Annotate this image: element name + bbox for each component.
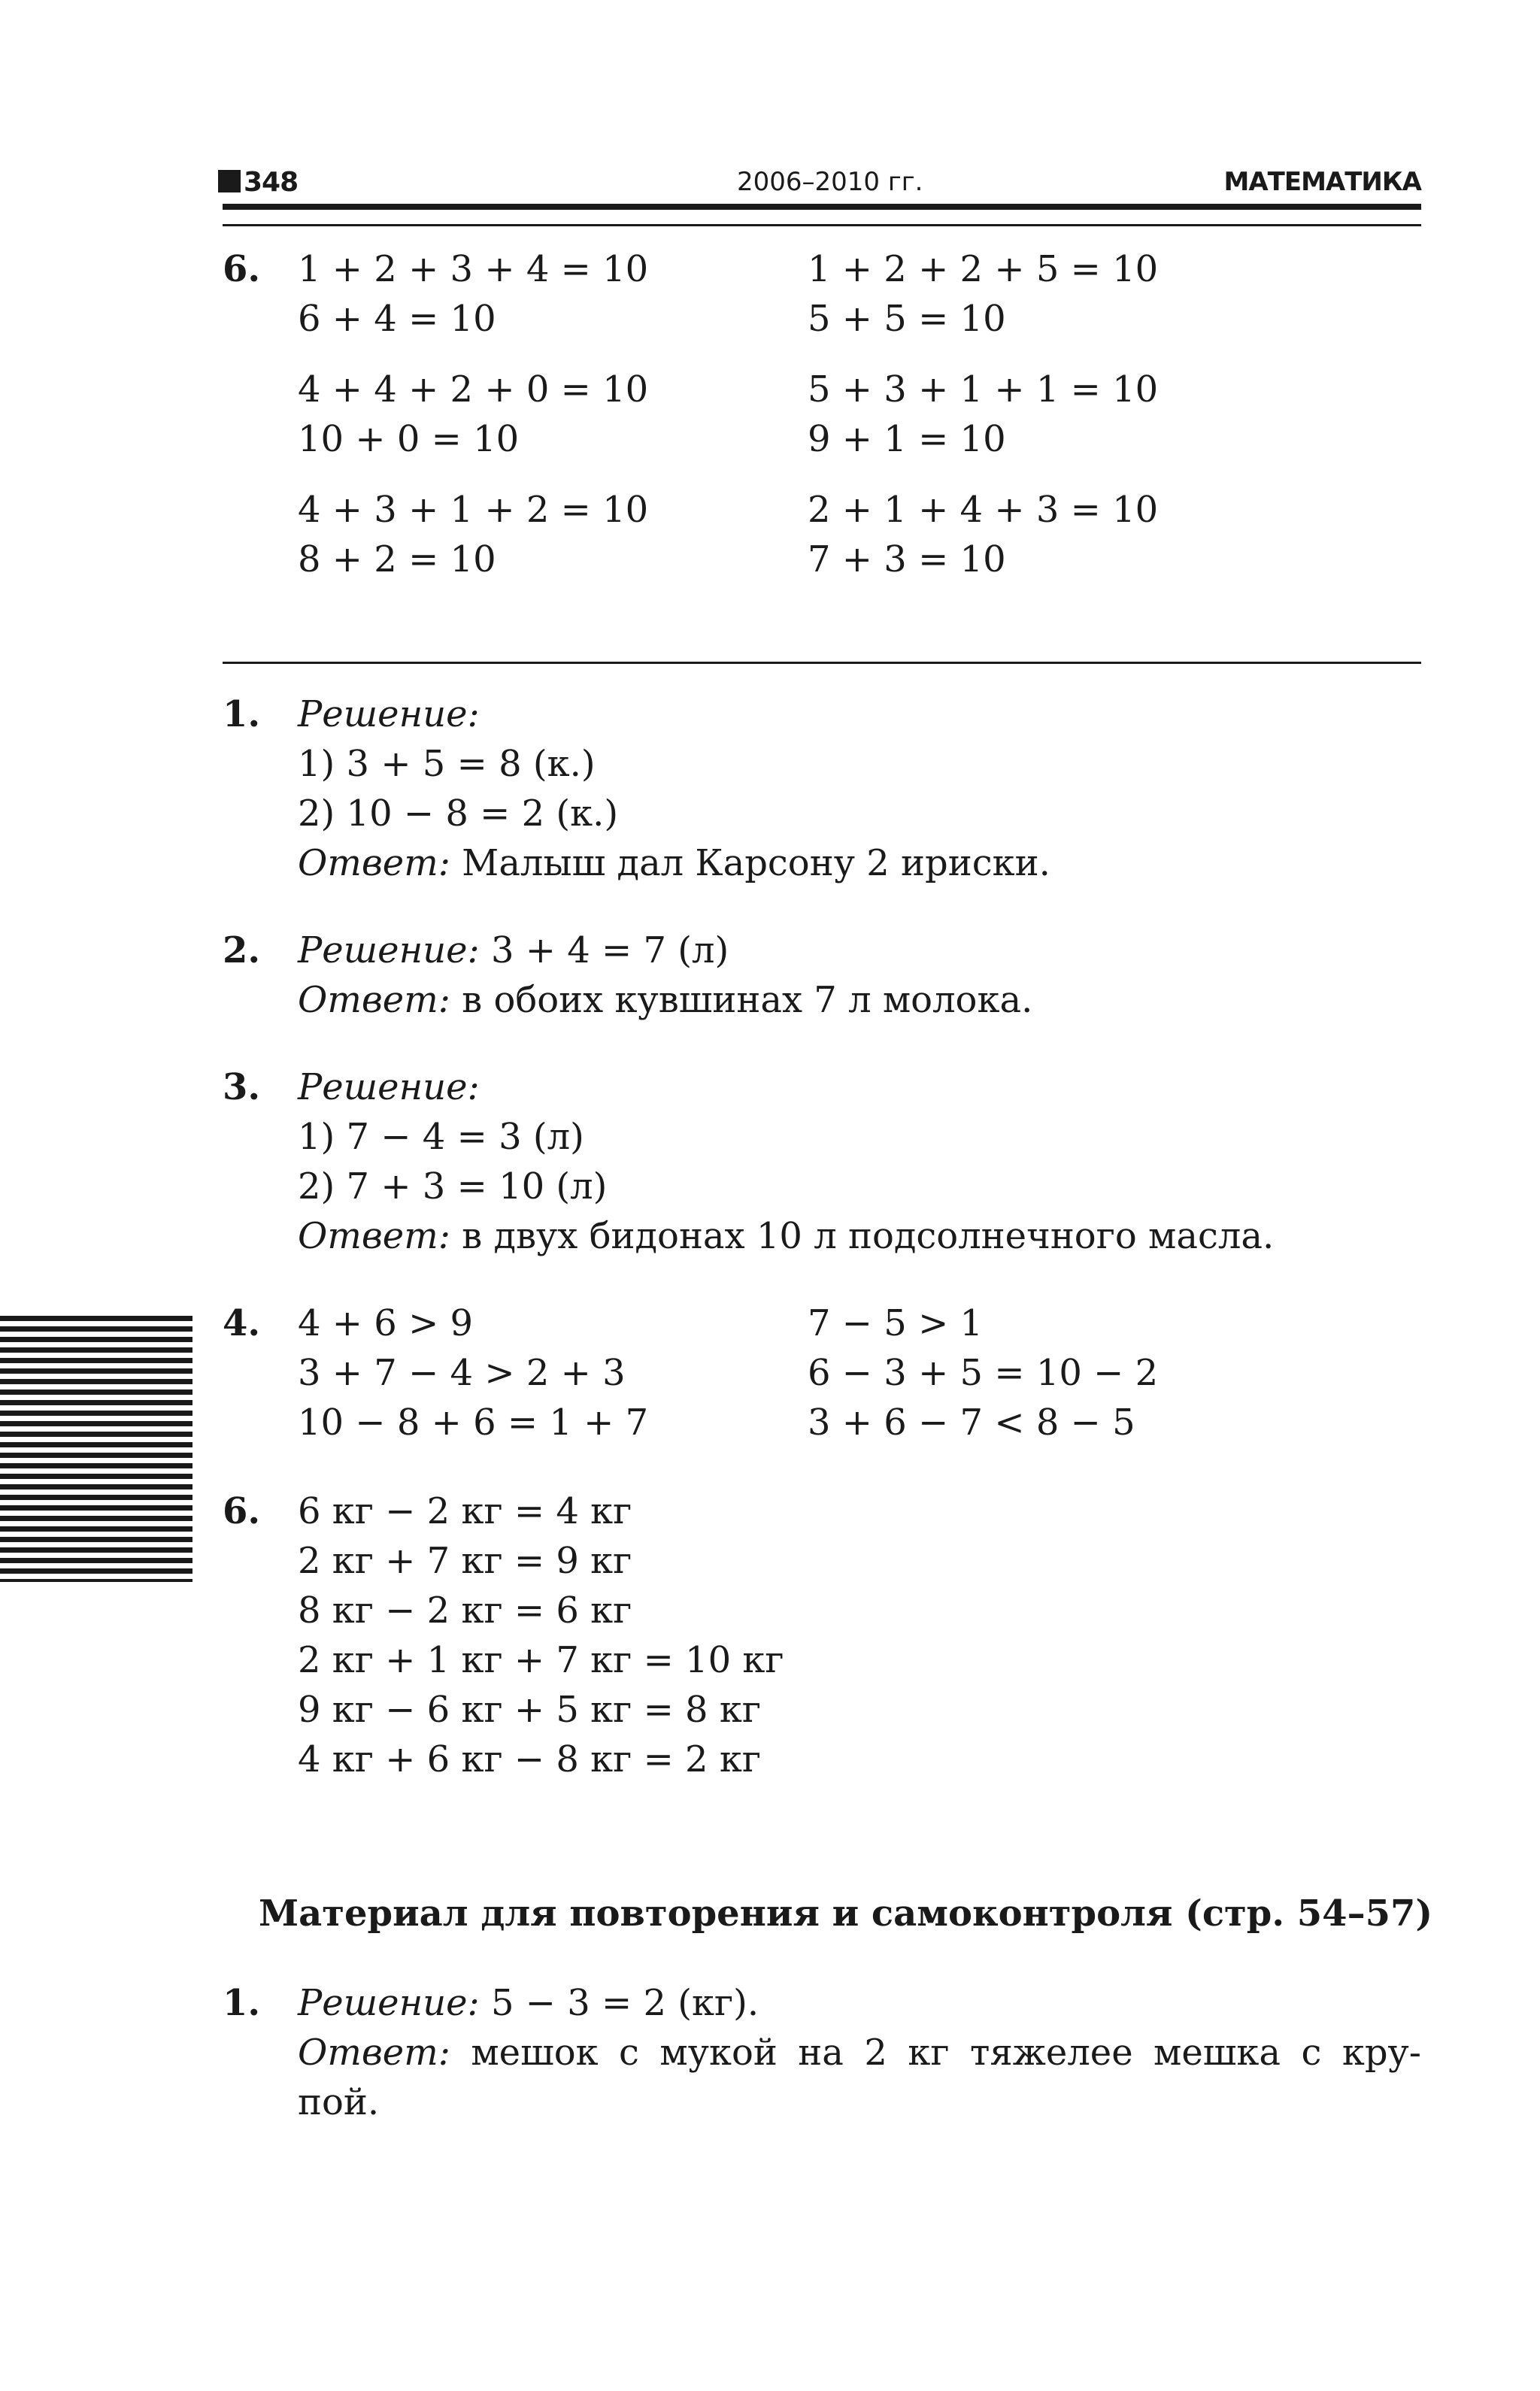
answer-line <box>298 842 1050 884</box>
equation: 2 кг + 7 кг = 9 кг <box>298 1540 632 1582</box>
equation: 8 + 2 = 10 <box>298 538 496 580</box>
task-number: 4. <box>223 1302 261 1344</box>
equation: 5 + 5 = 10 <box>808 298 1006 340</box>
equation: 4 кг + 6 кг − 8 кг = 2 кг <box>298 1738 761 1780</box>
answer-label: Ответ: <box>298 842 450 884</box>
header-subject: МАТЕМАТИКА <box>1223 167 1421 197</box>
solution-label: Решение: <box>298 1066 480 1108</box>
task-number: 3. <box>223 1066 261 1108</box>
comparison: 3 + 6 − 7 < 8 − 5 <box>808 1402 1135 1444</box>
equation: 1 + 2 + 2 + 5 = 10 <box>808 248 1159 290</box>
square-marker-icon <box>218 170 241 192</box>
equation: 6 + 4 = 10 <box>298 298 496 340</box>
solution-step: 1) 7 − 4 = 3 (л) <box>298 1116 584 1158</box>
comparison: 3 + 7 − 4 > 2 + 3 <box>298 1352 626 1394</box>
solution-label: Решение: <box>298 693 480 735</box>
equation: 10 + 0 = 10 <box>298 418 520 460</box>
equation: 9 + 1 = 10 <box>808 418 1006 460</box>
comparison: 7 − 5 > 1 <box>808 1302 984 1344</box>
solution-label: Решение: <box>298 1982 480 2024</box>
solution-text: 3 + 4 = 7 (л) <box>479 929 729 971</box>
answer-line <box>298 1215 1274 1257</box>
equation: 1 + 2 + 3 + 4 = 10 <box>298 248 649 290</box>
equation: 2 кг + 1 кг + 7 кг = 10 кг <box>298 1639 784 1681</box>
task-number: 1. <box>223 1982 261 2024</box>
solution-step: 2) 10 − 8 = 2 (к.) <box>298 792 619 835</box>
section-heading: Материал для повторения и самоконтроля (стр. 54–57) <box>259 1892 1433 1935</box>
task-number: 6. <box>223 248 261 290</box>
equation: 4 + 4 + 2 + 0 = 10 <box>298 368 649 411</box>
side-stripe-marker <box>0 1316 192 1582</box>
comparison: 4 + 6 > 9 <box>298 1302 474 1344</box>
task-number: 1. <box>223 693 261 735</box>
solution-label: Решение: <box>298 929 480 971</box>
solution-step: 1) 3 + 5 = 8 (к.) <box>298 743 596 785</box>
header-rule-thin <box>223 224 1421 226</box>
equation: 8 кг − 2 кг = 6 кг <box>298 1589 632 1632</box>
equation: 4 + 3 + 1 + 2 = 10 <box>298 489 649 531</box>
answer-text: в обоих кувшинах 7 л молока. <box>450 979 1033 1021</box>
answer-label: Ответ: <box>298 1215 450 1257</box>
solution-line <box>298 1982 759 2024</box>
equation: 2 + 1 + 4 + 3 = 10 <box>808 489 1159 531</box>
solution-text: 5 − 3 = 2 (кг). <box>479 1982 759 2024</box>
answer-text: мешок с мукой на 2 кг тяжелее мешка с кру- <box>450 2032 1421 2074</box>
page-number <box>218 167 298 198</box>
answer-label: Ответ: <box>298 2032 450 2074</box>
equation: 5 + 3 + 1 + 1 = 10 <box>808 368 1159 411</box>
page-number-text: 348 <box>244 167 299 198</box>
task-number: 6. <box>223 1490 261 1532</box>
comparison: 6 − 3 + 5 = 10 − 2 <box>808 1352 1159 1394</box>
header-rule-thick <box>223 204 1421 210</box>
equation: 9 кг − 6 кг + 5 кг = 8 кг <box>298 1689 761 1731</box>
equation: 6 кг − 2 кг = 4 кг <box>298 1490 632 1532</box>
answer-text: в двух бидонах 10 л подсолнечного масла. <box>450 1215 1275 1257</box>
solution-step: 2) 7 + 3 = 10 (л) <box>298 1165 608 1208</box>
solution-line <box>298 929 729 971</box>
section-divider <box>223 662 1421 664</box>
header-years: 2006–2010 гг. <box>737 167 923 197</box>
answer-line <box>298 2032 1421 2074</box>
comparison: 10 − 8 + 6 = 1 + 7 <box>298 1402 649 1444</box>
task-number: 2. <box>223 929 261 971</box>
answer-label: Ответ: <box>298 979 450 1021</box>
answer-line <box>298 979 1032 1021</box>
answer-continuation: пой. <box>298 2081 380 2123</box>
answer-text: Малыш дал Карсону 2 ириски. <box>450 842 1050 884</box>
equation: 7 + 3 = 10 <box>808 538 1006 580</box>
